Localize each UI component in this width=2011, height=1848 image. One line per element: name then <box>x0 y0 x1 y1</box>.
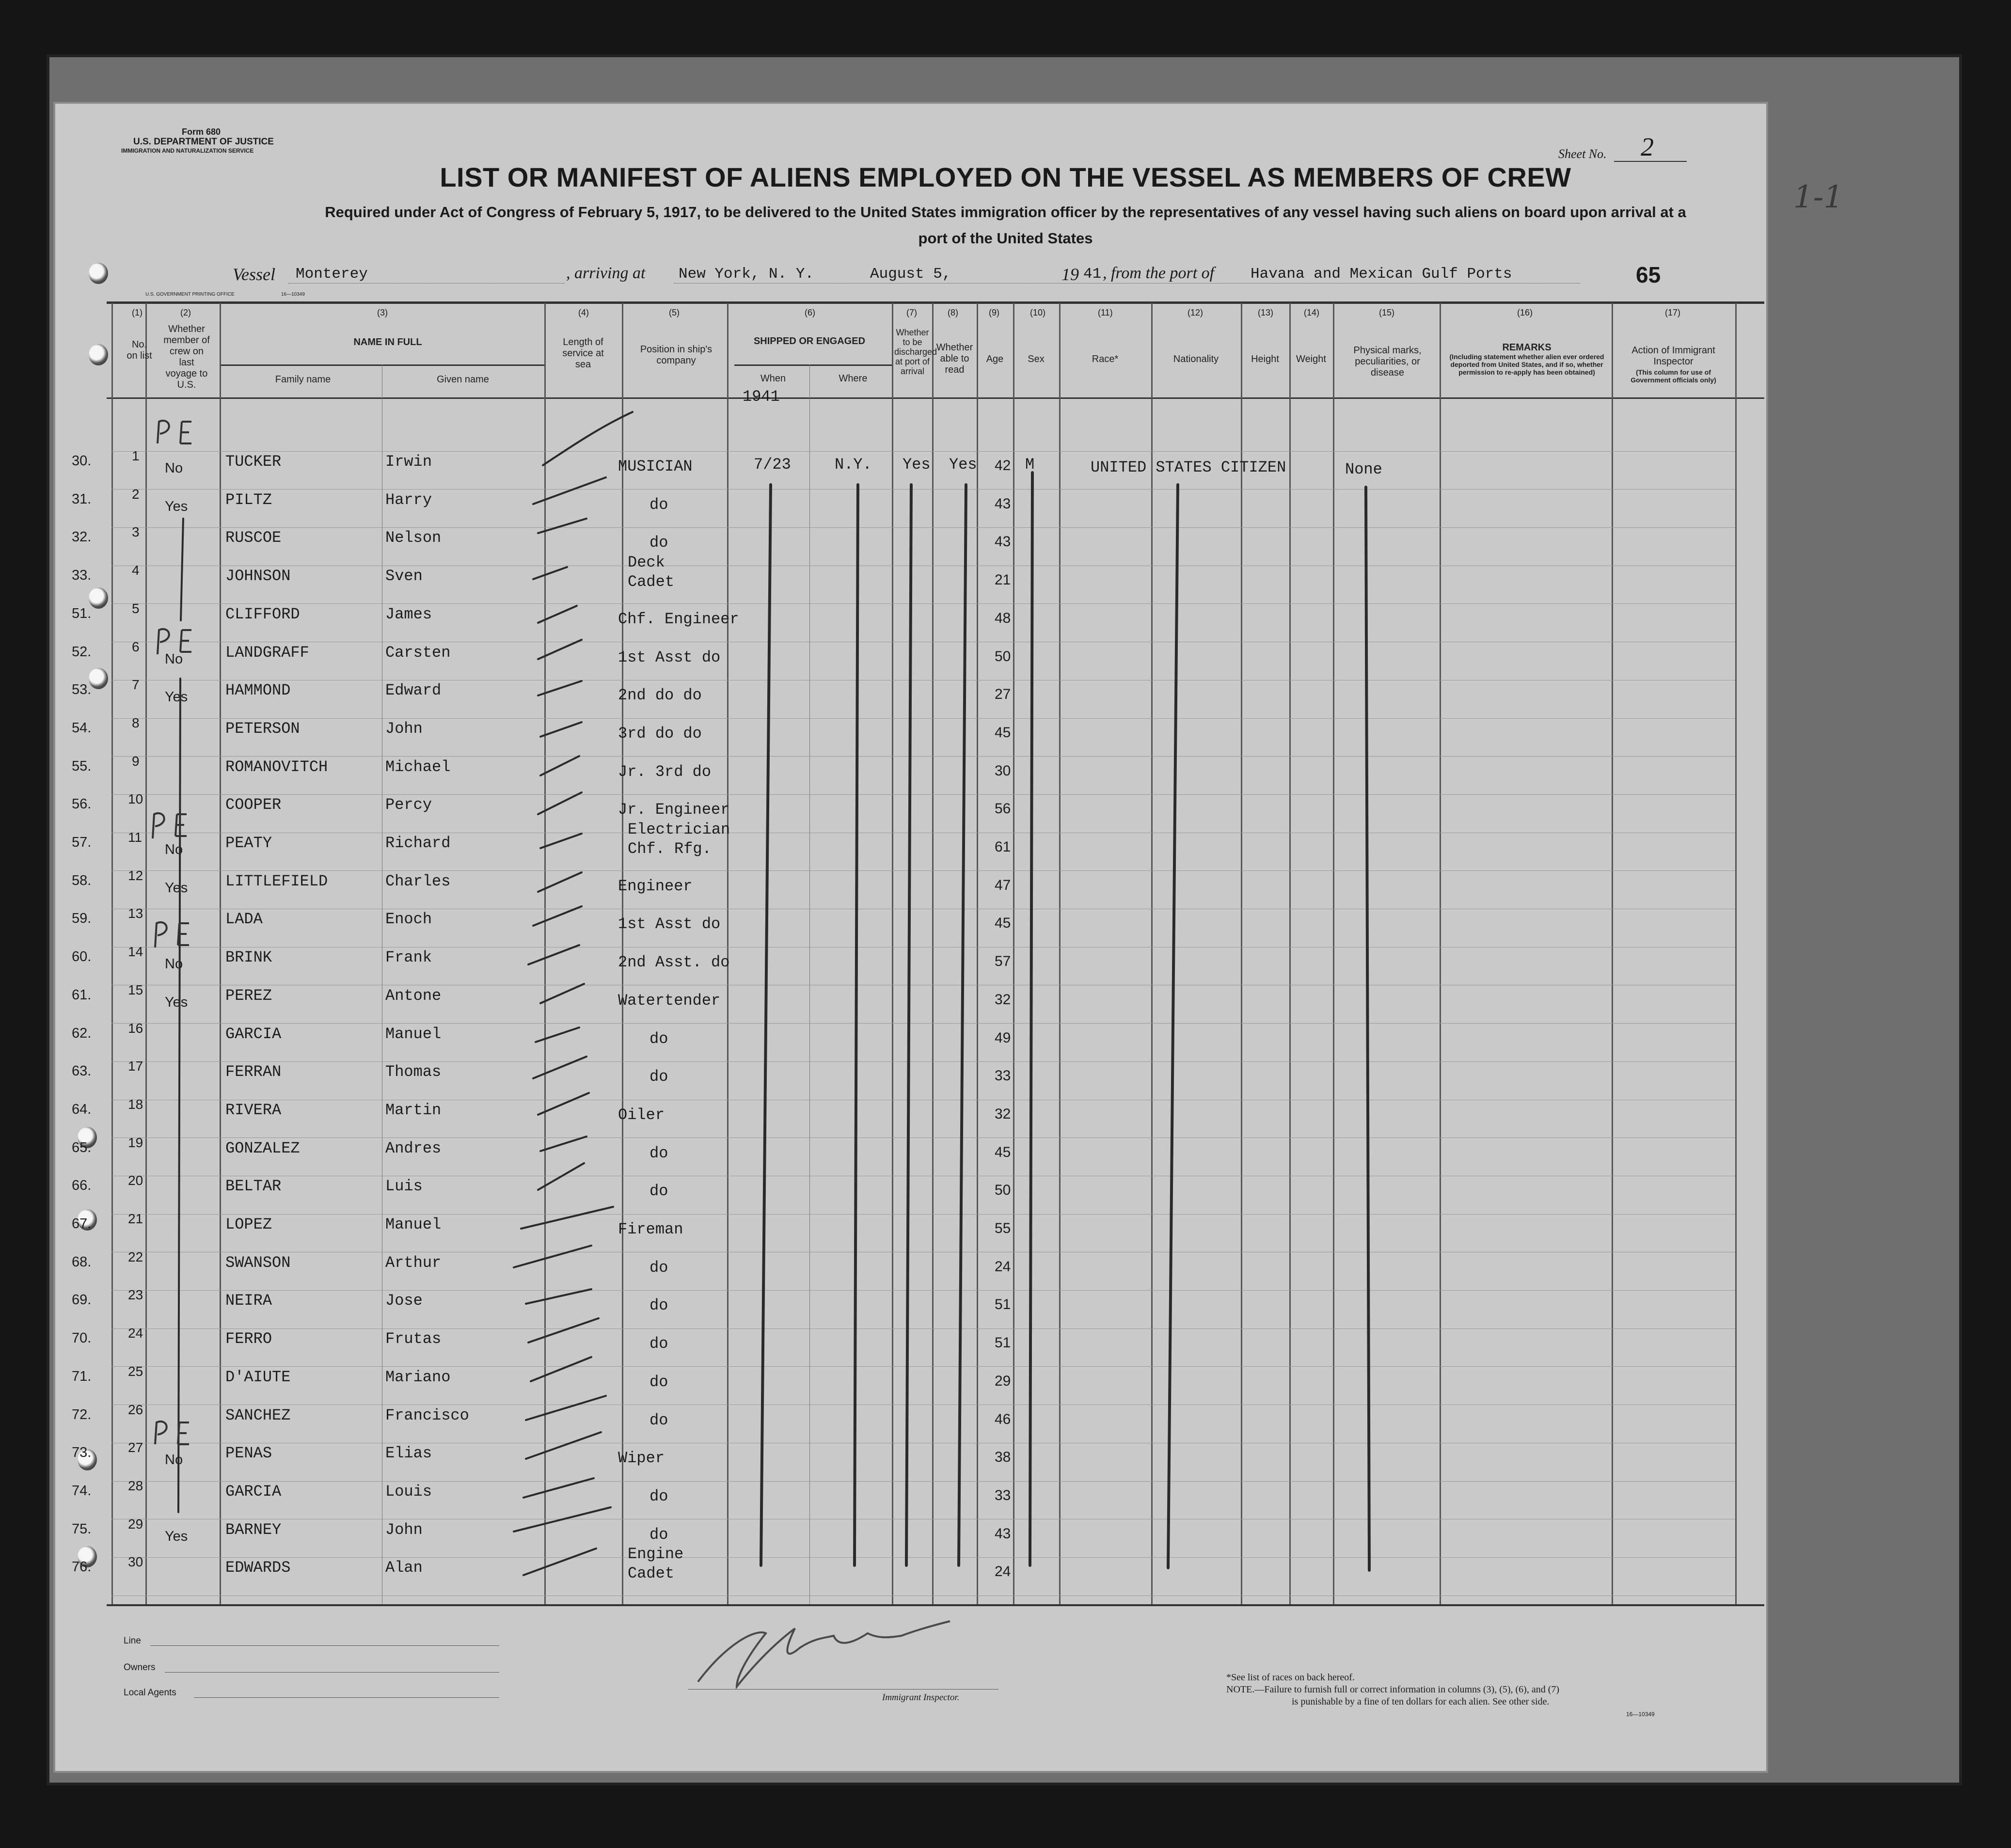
given-name-cell: Manuel <box>385 1025 442 1043</box>
list-number: 29 <box>128 1516 143 1532</box>
given-name-cell: John <box>385 720 423 738</box>
margin-number: 62. <box>72 1026 92 1041</box>
given-name-cell: Louis <box>385 1483 432 1501</box>
list-number: 4 <box>132 563 140 578</box>
family-name-cell: PEATY <box>225 834 272 852</box>
position-cell: MUSICIAN <box>618 458 693 475</box>
footer-owners-label: Owners <box>124 1662 156 1673</box>
year-suffix: 41 <box>1083 266 1102 283</box>
list-number: 27 <box>128 1440 143 1455</box>
family-name-cell: LANDGRAFF <box>225 644 309 662</box>
given-name-cell: Elias <box>385 1444 432 1462</box>
age-cell: 29 <box>995 1373 1011 1389</box>
list-number: 12 <box>128 868 143 883</box>
last-voyage-cell: No <box>165 460 183 476</box>
col-header: Whether able to read <box>936 342 973 375</box>
col-header: NAME IN FULL <box>353 337 422 347</box>
margin-number: 56. <box>72 796 92 812</box>
sheet-label: Sheet No. <box>1558 147 1607 161</box>
arriving-label: , arriving at <box>566 264 646 282</box>
col-header: No. on list <box>127 339 152 361</box>
family-name-cell: JOHNSON <box>225 567 291 585</box>
col-header: Weight <box>1296 354 1326 364</box>
margin-number: 72. <box>72 1407 92 1422</box>
position-cell: Fireman <box>618 1220 683 1238</box>
position-cell: 1st Asst do <box>618 915 721 933</box>
position-cell: do <box>649 534 668 552</box>
given-name-cell: Luis <box>385 1177 423 1195</box>
age-cell: 50 <box>995 648 1011 664</box>
position-cell: Engine <box>628 1545 684 1563</box>
position-cell-line2: Cadet <box>628 1564 675 1582</box>
given-name-cell: Frank <box>385 948 432 966</box>
age-cell: 27 <box>995 686 1011 702</box>
position-cell: Chf. Engineer <box>618 610 739 628</box>
family-name-cell: ROMANOVITCH <box>225 758 328 776</box>
age-cell: 46 <box>995 1411 1011 1427</box>
margin-number: 53. <box>72 682 92 697</box>
last-voyage-cell: Yes <box>165 499 188 514</box>
list-number: 17 <box>128 1058 143 1074</box>
given-name-cell: Edward <box>385 681 442 699</box>
given-name-cell: Carsten <box>385 644 451 662</box>
col-num: (9) <box>989 308 999 317</box>
marks-cell: None <box>1345 460 1382 478</box>
page-title: LIST OR MANIFEST OF ALIENS EMPLOYED ON THE VESSEL AS MEMBERS OF CREW <box>440 162 1571 192</box>
position-cell-line2: Chf. Rfg. <box>628 840 712 858</box>
given-name-cell: Percy <box>385 796 432 814</box>
margin-number: 66. <box>72 1178 92 1193</box>
col-header: Age <box>986 354 1004 364</box>
col-num: (5) <box>669 308 680 317</box>
races-note: *See list of races on back hereof. <box>1226 1672 1355 1683</box>
list-number: 30 <box>128 1554 143 1569</box>
sex-cell: M <box>1025 456 1035 474</box>
col-header: When <box>760 373 786 384</box>
inspector-label: Immigrant Inspector. <box>882 1692 960 1703</box>
col-num: (16) <box>1517 308 1533 317</box>
position-cell: do <box>649 1144 668 1162</box>
margin-number: 68. <box>72 1254 92 1270</box>
list-number: 13 <box>128 906 143 921</box>
footer-owners-underline <box>165 1672 499 1673</box>
margin-number: 63. <box>72 1063 92 1079</box>
last-voyage-cell: Yes <box>165 995 188 1010</box>
corner-mark: 1-1 <box>1793 179 1844 215</box>
list-number: 15 <box>128 982 143 997</box>
family-name-cell: BARNEY <box>225 1521 282 1539</box>
given-name-cell: John <box>385 1521 423 1539</box>
col-header: Height <box>1251 354 1279 364</box>
list-number: 3 <box>132 524 140 539</box>
given-name-cell: Thomas <box>385 1063 442 1081</box>
vessel-name: Monterey <box>296 266 368 283</box>
discharged-cell: Yes <box>903 456 931 474</box>
family-name-cell: GONZALEZ <box>225 1139 300 1157</box>
list-number: 26 <box>128 1402 143 1417</box>
col-header: Position in ship's company <box>640 344 713 366</box>
given-name-cell: Alan <box>385 1559 423 1577</box>
col-header: REMARKS <box>1502 342 1552 353</box>
family-name-cell: PENAS <box>225 1444 272 1462</box>
col-num: (10) <box>1030 308 1046 317</box>
col-num: (3) <box>377 308 388 317</box>
family-name-cell: BRINK <box>225 948 272 966</box>
position-cell: Wiper <box>618 1449 665 1467</box>
margin-number: 67. <box>72 1216 92 1232</box>
margin-number: 64. <box>72 1102 92 1117</box>
col-num: (8) <box>948 308 958 317</box>
family-name-cell: TUCKER <box>225 453 282 471</box>
position-cell: do <box>649 1068 668 1086</box>
footer-line-label: Line <box>124 1636 141 1646</box>
given-name-cell: Martin <box>385 1101 442 1119</box>
col-header: (Including statement whether alien ever ordered deported from United States, and if so, whether permission to re-apply has been obtained) <box>1449 353 1604 376</box>
read-cell: Yes <box>949 456 977 474</box>
col-header: Race* <box>1092 354 1119 364</box>
margin-number: 54. <box>72 720 92 736</box>
margin-number: 33. <box>72 568 92 583</box>
family-name-cell: SANCHEZ <box>225 1406 291 1424</box>
from-label: , from the port of <box>1103 264 1215 282</box>
list-number: 11 <box>128 830 143 845</box>
col-header: Physical marks, peculiarities, or disease <box>1353 345 1422 378</box>
age-cell: 51 <box>995 1296 1011 1312</box>
list-number: 10 <box>128 791 143 806</box>
margin-number: 30. <box>72 453 92 469</box>
family-name-cell: FERRAN <box>225 1063 282 1081</box>
last-voyage-cell: No <box>165 651 183 667</box>
margin-number: 59. <box>72 911 92 926</box>
age-cell: 61 <box>995 839 1011 855</box>
col-num: (11) <box>1098 308 1113 317</box>
col-num: (14) <box>1304 308 1320 317</box>
col-header: Whether to be discharged at port of arrival <box>894 328 937 376</box>
position-cell: 2nd Asst. do <box>618 953 730 971</box>
service: IMMIGRATION AND NATURALIZATION SERVICE <box>121 147 254 154</box>
col-header: Family name <box>275 374 331 385</box>
last-voyage-cell: No <box>165 842 183 857</box>
col-num: (13) <box>1258 308 1274 317</box>
col-num: (4) <box>578 308 589 317</box>
col-num: (1) <box>132 308 143 317</box>
age-cell: 43 <box>995 1526 1011 1542</box>
when-year: 1941 <box>743 388 780 406</box>
form-number: Form 680 <box>182 127 221 137</box>
family-name-cell: PEREZ <box>225 987 272 1005</box>
given-name-cell: Enoch <box>385 910 432 928</box>
margin-number: 73. <box>72 1445 92 1460</box>
position-cell: do <box>649 1030 668 1048</box>
given-name-cell: Jose <box>385 1292 423 1310</box>
col-header: Where <box>839 373 868 384</box>
age-cell: 50 <box>995 1182 1011 1198</box>
list-number: 21 <box>128 1211 143 1226</box>
last-voyage-cell: Yes <box>165 880 188 896</box>
position-cell: do <box>649 1373 668 1391</box>
list-number: 22 <box>128 1249 143 1264</box>
position-cell: do <box>649 1296 668 1314</box>
given-name-cell: Irwin <box>385 453 432 471</box>
position-cell: Jr. Engineer <box>618 801 730 819</box>
fine-note-1: NOTE.—Failure to furnish full or correct information in columns (3), (5), (6), and (7) <box>1226 1684 1560 1695</box>
when-cell: 7/23 <box>754 456 791 474</box>
family-name-cell: PETERSON <box>225 720 300 738</box>
margin-number: 74. <box>72 1483 92 1499</box>
nationality-cell: UNITED STATES CITIZEN <box>1091 458 1286 476</box>
footer-agents-underline <box>194 1697 499 1698</box>
margin-number: 70. <box>72 1330 92 1346</box>
page-number: 65 <box>1636 262 1661 287</box>
family-name-cell: HAMMOND <box>225 681 291 699</box>
family-name-cell: PILTZ <box>225 491 272 509</box>
position-cell: Watertender <box>618 992 721 1010</box>
col-num: (15) <box>1379 308 1395 317</box>
margin-number: 51. <box>72 606 92 621</box>
age-cell: 24 <box>995 1259 1011 1275</box>
given-name-cell: Arthur <box>385 1254 442 1272</box>
where-cell: N.Y. <box>835 456 872 474</box>
family-name-cell: BELTAR <box>225 1177 282 1195</box>
age-cell: 45 <box>995 915 1011 931</box>
list-number: 18 <box>128 1097 143 1112</box>
family-name-cell: FERRO <box>225 1330 272 1348</box>
age-cell: 32 <box>995 1106 1011 1122</box>
list-number: 23 <box>128 1287 143 1302</box>
age-cell: 30 <box>995 763 1011 779</box>
age-cell: 51 <box>995 1335 1011 1351</box>
list-number: 8 <box>132 715 140 730</box>
position-cell: Jr. 3rd do <box>618 763 712 781</box>
list-number: 2 <box>132 487 140 502</box>
sheet-number: 2 <box>1641 132 1654 161</box>
arrival-date: August 5, <box>870 266 951 283</box>
col-num: (2) <box>180 308 191 317</box>
age-cell: 24 <box>995 1564 1011 1579</box>
family-name-cell: NEIRA <box>225 1292 272 1310</box>
col-num: (7) <box>906 308 917 317</box>
margin-number: 58. <box>72 873 92 888</box>
age-cell: 43 <box>995 496 1011 512</box>
list-number: 25 <box>128 1364 143 1379</box>
position-cell-line2: Cadet <box>628 573 675 591</box>
col-header: Action of Immigrant Inspector <box>1631 345 1715 367</box>
position-cell: do <box>649 1182 668 1200</box>
family-name-cell: D'AIUTE <box>225 1368 291 1386</box>
margin-number: 71. <box>72 1369 92 1384</box>
given-name-cell: Harry <box>385 491 432 509</box>
fine-note-2: is punishable by a fine of ten dollars for each alien. See other side. <box>1292 1696 1550 1707</box>
given-name-cell: James <box>385 605 432 623</box>
last-voyage-cell: No <box>165 1452 183 1468</box>
family-name-cell: LOPEZ <box>225 1216 272 1233</box>
given-name-cell: Richard <box>385 834 451 852</box>
last-voyage-cell: Yes <box>165 1529 188 1544</box>
given-name-cell: Charles <box>385 872 451 890</box>
list-number: 5 <box>132 601 140 616</box>
col-num: (12) <box>1188 308 1203 317</box>
age-cell: 21 <box>995 572 1011 588</box>
last-voyage-cell: No <box>165 956 183 972</box>
subtitle-line-1: Required under Act of Congress of February 5, 1917, to be delivered to the United States immigration officer by the representatives of any vessel having such aliens on board upon arrival at a <box>325 204 1686 221</box>
position-cell: do <box>649 1259 668 1277</box>
position-cell: 1st Asst do <box>618 648 721 666</box>
age-cell: 45 <box>995 1144 1011 1160</box>
family-name-cell: COOPER <box>225 796 282 814</box>
family-name-cell: CLIFFORD <box>225 605 300 623</box>
given-name-cell: Nelson <box>385 529 442 547</box>
family-name-cell: EDWARDS <box>225 1559 291 1577</box>
age-cell: 47 <box>995 877 1011 893</box>
position-cell: do <box>649 1411 668 1429</box>
margin-number: 60. <box>72 949 92 964</box>
position-cell: do <box>649 1335 668 1353</box>
age-cell: 56 <box>995 801 1011 817</box>
footer-line-underline <box>150 1645 499 1646</box>
col-header: Sex <box>1028 354 1045 364</box>
department: U.S. DEPARTMENT OF JUSTICE <box>133 137 274 147</box>
list-number: 7 <box>132 677 140 692</box>
given-name-cell: Manuel <box>385 1216 442 1233</box>
list-number: 28 <box>128 1478 143 1493</box>
list-number: 19 <box>128 1135 143 1150</box>
col-num: (17) <box>1665 308 1681 317</box>
position-cell: Engineer <box>618 877 693 895</box>
col-header: SHIPPED OR ENGAGED <box>753 336 866 347</box>
margin-number: 52. <box>72 644 92 660</box>
list-number: 14 <box>128 944 143 959</box>
subtitle-line-2: port of the United States <box>918 230 1093 247</box>
list-number: 16 <box>128 1021 143 1036</box>
age-cell: 48 <box>995 610 1011 626</box>
given-name-cell: Andres <box>385 1139 442 1157</box>
margin-number: 69. <box>72 1292 92 1308</box>
age-cell: 43 <box>995 534 1011 550</box>
position-cell: Oiler <box>618 1106 665 1124</box>
age-cell: 57 <box>995 953 1011 969</box>
printer-note: U.S. GOVERNMENT PRINTING OFFICE <box>145 292 235 297</box>
col-header: Given name <box>437 374 489 385</box>
year-prefix: 19 <box>1061 265 1079 284</box>
list-number: 9 <box>132 754 140 769</box>
family-name-cell: GARCIA <box>225 1483 282 1501</box>
margin-number: 75. <box>72 1521 92 1537</box>
margin-number: 61. <box>72 987 92 1003</box>
position-cell: Electrician <box>628 821 730 838</box>
col-header: (This column for use of Government officials only) <box>1631 368 1716 384</box>
margin-number: 31. <box>72 491 92 507</box>
col-header: Length of service at sea <box>562 337 604 370</box>
position-cell: Deck <box>628 553 665 571</box>
col-num: (6) <box>805 308 815 317</box>
list-number: 1 <box>132 448 140 463</box>
age-cell: 38 <box>995 1449 1011 1465</box>
inspector-underline <box>688 1689 998 1690</box>
margin-number: 32. <box>72 529 92 545</box>
given-name-cell: Sven <box>385 567 423 585</box>
footer-agents-label: Local Agents <box>124 1688 176 1698</box>
given-name-cell: Antone <box>385 987 442 1005</box>
vessel-label: Vessel <box>233 265 275 284</box>
arriving-at: New York, N. Y. <box>679 266 814 283</box>
position-cell: do <box>649 1487 668 1505</box>
margin-number: 57. <box>72 835 92 850</box>
margin-number: 76. <box>72 1559 92 1575</box>
family-name-cell: LITTLEFIELD <box>225 872 328 890</box>
family-name-cell: LADA <box>225 910 263 928</box>
age-cell: 42 <box>995 458 1011 474</box>
age-cell: 55 <box>995 1220 1011 1236</box>
family-name-cell: RUSCOE <box>225 529 282 547</box>
col-header: Whether member of crew on last voyage to U.S. <box>163 324 210 390</box>
list-number: 20 <box>128 1173 143 1188</box>
last-voyage-cell: Yes <box>165 689 188 705</box>
given-name-cell: Mariano <box>385 1368 451 1386</box>
family-name-cell: RIVERA <box>225 1101 282 1119</box>
list-number: 6 <box>132 639 140 654</box>
position-cell: 3rd do do <box>618 725 702 742</box>
given-name-cell: Frutas <box>385 1330 442 1348</box>
from-port: Havana and Mexican Gulf Ports <box>1251 266 1512 283</box>
footer-code: 16—10349 <box>1626 1711 1655 1718</box>
margin-number: 55. <box>72 758 92 774</box>
age-cell: 49 <box>995 1030 1011 1046</box>
printer-code: 16—10349 <box>281 292 305 297</box>
position-cell: do <box>649 1526 668 1544</box>
age-cell: 32 <box>995 992 1011 1008</box>
col-header: Nationality <box>1173 354 1219 364</box>
family-name-cell: SWANSON <box>225 1254 291 1272</box>
margin-number: 65. <box>72 1140 92 1155</box>
age-cell: 33 <box>995 1487 1011 1503</box>
age-cell: 45 <box>995 725 1011 741</box>
list-number: 24 <box>128 1326 143 1341</box>
given-name-cell: Michael <box>385 758 451 776</box>
age-cell: 33 <box>995 1068 1011 1084</box>
given-name-cell: Francisco <box>385 1406 469 1424</box>
position-cell: 2nd do do <box>618 686 702 704</box>
position-cell: do <box>649 496 668 514</box>
family-name-cell: GARCIA <box>225 1025 282 1043</box>
